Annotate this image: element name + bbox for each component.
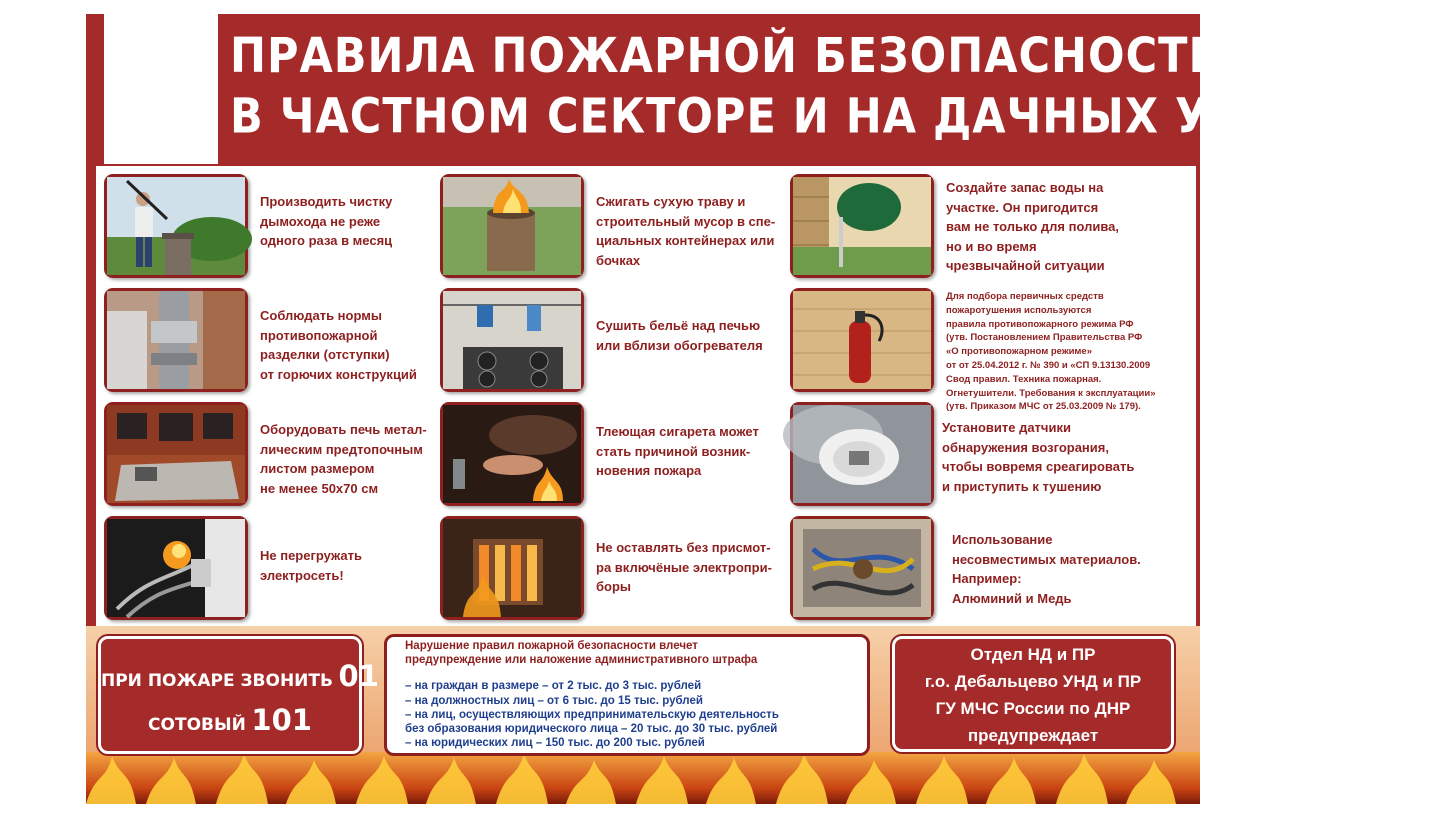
- wiring-icon: [793, 519, 931, 617]
- chimney-sweep-icon: [107, 177, 245, 275]
- chimney-sweep-photo: [104, 174, 248, 278]
- flames-decoration: [86, 752, 1200, 804]
- rule-text: Сушить бельё над печью или вблизи обогревателя: [596, 318, 763, 353]
- smoke-detector-photo: [790, 402, 934, 506]
- call-number: 01: [338, 659, 379, 693]
- water-tank-photo: [790, 174, 934, 278]
- fines-box: [384, 634, 870, 756]
- heater-fire-icon: [443, 519, 581, 617]
- cigarette-fire-icon: [443, 405, 581, 503]
- overloaded-socket-photo: [104, 516, 248, 620]
- socket-fire-icon: [107, 519, 245, 617]
- call-text: ПРИ ПОЖАРЕ ЗВОНИТЬ: [101, 671, 333, 691]
- rule-text: Использование несовместимых материалов. Например: Алюминий и Медь: [952, 532, 1141, 606]
- fine-item: – на лиц, осуществляющих предпринимательскую деятельность без образования юридического лица – 20 тыс. до 30 тыс. рублей: [405, 708, 779, 736]
- stove-pipe-icon: [107, 291, 245, 389]
- rule-text: Производить чистку дымохода не реже одного раза в месяц: [260, 194, 393, 248]
- title-line-2: В ЧАСТНОМ СЕКТОРЕ И НА ДАЧНЫХ УЧАСТКАХ: [230, 88, 1447, 145]
- rule-text: Установите датчики обнаружения возгорания, чтобы вовремя среагировать и приступить к тушению: [942, 420, 1135, 494]
- rule-text: Сжигать сухую траву и строительный мусор в спе- циальных контейнерах или бочках: [596, 194, 776, 268]
- fine-item: – на граждан в размере – от 2 тыс. до 3 тыс. рублей: [405, 680, 702, 693]
- flame-icon: [86, 752, 1200, 804]
- rule-text: Для подбора первичных средств пожаротушения используются правила противопожарного режима РФ (утв. Постановлением Правительства РФ «О противопожарном режиме» от от 25.04.2012 г. № 390 и «СП 9.13130.2009 Свод правил. Техника пожарная. Огнетушители. Требования к эксплуатации» (утв. Приказом МЧС от 25.03.2009 № 179).: [946, 291, 1156, 413]
- rule-text: Создайте запас воды на участке. Он пригодится вам не только для полива, но и во время чрезвычайной ситуации: [946, 180, 1120, 273]
- fines-heading: Нарушение правил пожарной безопасности влечет предупреждение или наложение административного штрафа: [405, 640, 758, 667]
- rule-text: Тлеющая сигарета может стать причиной возник- новения пожара: [596, 424, 759, 478]
- burning-barrel-icon: [443, 177, 581, 275]
- rule-text: Не оставлять без присмот- ра включёные электропри- боры: [596, 540, 772, 594]
- poster-title: [230, 26, 1447, 147]
- electric-heater-photo: [440, 516, 584, 620]
- title-line-1: ПРАВИЛА ПОЖАРНОЙ БЕЗОПАСНОСТИ: [230, 28, 1226, 85]
- laundry-over-stove-photo: [440, 288, 584, 392]
- fine-item: – на юридических лиц – 150 тыс. до 200 тыс. рублей: [405, 737, 705, 750]
- rule-text: Оборудовать печь метал- лическим предтопочным листом размером не менее 50х70 см: [260, 422, 427, 496]
- fire-extinguisher-icon: [793, 291, 931, 389]
- rule-text: Не перегружать электросеть!: [260, 548, 363, 583]
- emergency-call-box: [98, 636, 379, 754]
- smoke-detector-icon: [793, 405, 931, 503]
- rule-text: Соблюдать нормы противопожарной разделки (отступки) от горючих конструкций: [260, 308, 417, 382]
- stove-pipe-photo: [104, 288, 248, 392]
- laundry-stove-icon: [443, 291, 581, 389]
- burning-barrel-photo: [440, 174, 584, 278]
- wiring-photo: [790, 516, 934, 620]
- mobile-number: 101: [251, 703, 312, 737]
- fine-item: – на должностных лиц – от 6 тыс. до 15 тыс. рублей: [405, 694, 703, 707]
- water-tank-icon: [793, 177, 931, 275]
- blank-corner: [104, 14, 218, 164]
- department-box: Отдел НД и ПР г.о. Дебальцево УНД и ПР ГУ МЧС России по ДНР предупреждает: [892, 636, 1174, 752]
- rules-panel: [96, 166, 1196, 626]
- stove-sheet-icon: [107, 405, 245, 503]
- mobile-text: СОТОВЫЙ: [148, 715, 246, 735]
- smoldering-cigarette-photo: [440, 402, 584, 506]
- stove-metal-sheet-photo: [104, 402, 248, 506]
- fire-extinguisher-photo: [790, 288, 934, 392]
